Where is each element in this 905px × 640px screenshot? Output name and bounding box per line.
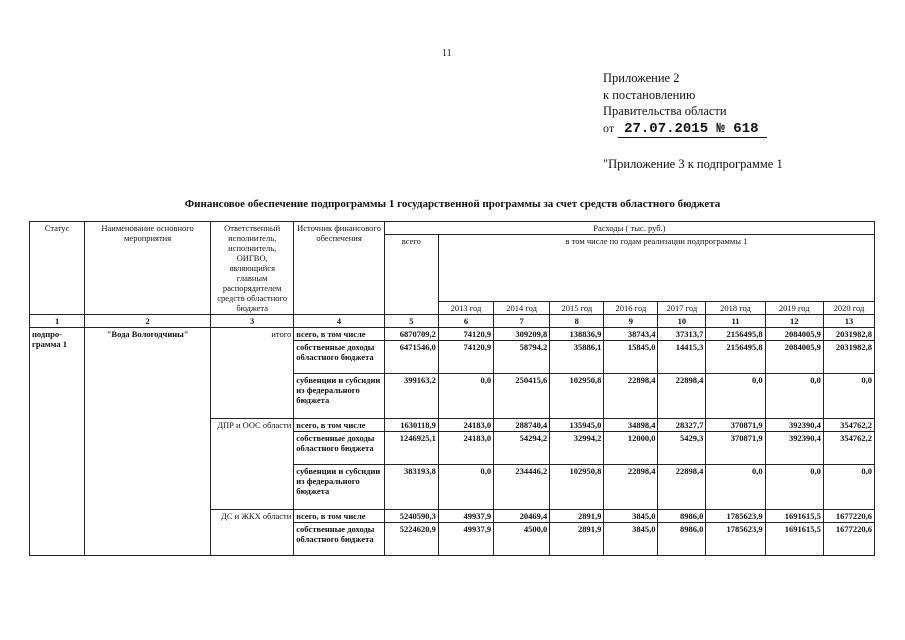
value-cell: 49937,9 — [438, 510, 493, 523]
header-year: 2018 год — [706, 302, 765, 315]
approval-date-line — [603, 120, 767, 139]
source-cell: собственные доходы областного бюджета — [294, 523, 385, 556]
value-cell: 0,0 — [823, 374, 874, 419]
header-year: 2016 год — [604, 302, 658, 315]
page-number: 11 — [442, 48, 452, 59]
source-cell: собственные доходы областного бюджета — [294, 341, 385, 374]
column-number: 5 — [384, 315, 438, 328]
value-cell: 392390,4 — [765, 432, 823, 465]
header-year: 2013 год — [438, 302, 493, 315]
header-year: 2017 год — [658, 302, 706, 315]
executor-cell: ДС и ЖКХ области — [211, 510, 294, 556]
value-cell: 24183,0 — [438, 419, 493, 432]
header-year: 2014 год — [494, 302, 550, 315]
header-year: 2020 год — [823, 302, 874, 315]
value-cell: 2084005,9 — [765, 328, 823, 341]
value-cell: 288740,4 — [494, 419, 550, 432]
column-number: 13 — [823, 315, 874, 328]
value-cell: 35886,1 — [550, 341, 604, 374]
approval-block — [603, 70, 767, 138]
value-cell: 34898,4 — [604, 419, 658, 432]
value-cell: 5240590,3 — [384, 510, 438, 523]
header-expenses: Расходы ( тыс. руб.) — [384, 222, 874, 235]
value-cell: 0,0 — [765, 465, 823, 510]
value-cell: 15845,0 — [604, 341, 658, 374]
value-cell: 22898,4 — [658, 465, 706, 510]
value-cell: 14415,3 — [658, 341, 706, 374]
value-cell: 1691615,5 — [765, 523, 823, 556]
header-year: 2019 год — [765, 302, 823, 315]
header-total: всего — [384, 235, 438, 315]
value-cell: 3845,0 — [604, 510, 658, 523]
source-cell: субвенции и субсидии из федерального бюджета — [294, 465, 385, 510]
value-cell: 2156495,8 — [706, 328, 765, 341]
value-cell: 58794,2 — [494, 341, 550, 374]
value-cell: 2891,9 — [550, 510, 604, 523]
value-cell: 22898,4 — [658, 374, 706, 419]
value-cell: 370871,9 — [706, 432, 765, 465]
column-number: 8 — [550, 315, 604, 328]
value-cell: 12000,0 — [604, 432, 658, 465]
value-cell: 135945,0 — [550, 419, 604, 432]
value-cell: 74120,9 — [438, 341, 493, 374]
value-cell: 250415,6 — [494, 374, 550, 419]
value-cell: 102950,8 — [550, 465, 604, 510]
value-cell: 1785623,9 — [706, 510, 765, 523]
table-body — [30, 222, 875, 556]
header-source: Источник финансового обеспечения — [294, 222, 385, 315]
value-cell: 1677220,6 — [823, 510, 874, 523]
column-number: 11 — [706, 315, 765, 328]
value-cell: 0,0 — [438, 374, 493, 419]
column-number: 2 — [85, 315, 211, 328]
value-cell: 2891,9 — [550, 523, 604, 556]
value-cell: 234446,2 — [494, 465, 550, 510]
value-cell: 2084005,9 — [765, 341, 823, 374]
value-cell: 383193,8 — [384, 465, 438, 510]
document-title: Финансовое обеспечение подпрограммы 1 государственной программы за счет средств областного бюджета — [184, 198, 721, 210]
value-cell: 6870709,2 — [384, 328, 438, 341]
header-row-1 — [30, 222, 875, 235]
value-cell: 20469,4 — [494, 510, 550, 523]
column-number: 6 — [438, 315, 493, 328]
approval-line-1: Приложение 2 — [603, 71, 680, 85]
column-number: 12 — [765, 315, 823, 328]
table-row — [30, 328, 875, 341]
column-number: 3 — [211, 315, 294, 328]
source-cell: всего, в том числе — [294, 328, 385, 341]
approval-line-3: Правительства области — [603, 104, 727, 118]
header-status: Статус — [30, 222, 85, 315]
value-cell: 1785623,9 — [706, 523, 765, 556]
value-cell: 4500,0 — [494, 523, 550, 556]
header-executor: Ответственный исполнитель, исполнитель, ОИГВО, являющийся главным распорядителем средств областного бюджета — [211, 222, 294, 315]
value-cell: 102950,8 — [550, 374, 604, 419]
value-cell: 38743,4 — [604, 328, 658, 341]
value-cell: 74120,9 — [438, 328, 493, 341]
value-cell: 5429,3 — [658, 432, 706, 465]
date-prefix: от — [603, 120, 615, 135]
source-cell: собственные доходы областного бюджета — [294, 432, 385, 465]
executor-cell: ДПР и ООС области — [211, 419, 294, 510]
column-number-row — [30, 315, 875, 328]
value-cell: 370871,9 — [706, 419, 765, 432]
executor-cell: итого — [211, 328, 294, 419]
value-cell: 22898,4 — [604, 465, 658, 510]
column-number: 1 — [30, 315, 85, 328]
source-cell: всего, в том числе — [294, 510, 385, 523]
value-cell: 1691615,5 — [765, 510, 823, 523]
header-year: 2015 год — [550, 302, 604, 315]
value-cell: 37313,7 — [658, 328, 706, 341]
value-cell: 0,0 — [823, 465, 874, 510]
header-event: Наименование основного мероприятия — [85, 222, 211, 315]
value-cell: 138836,9 — [550, 328, 604, 341]
financing-table — [29, 221, 875, 556]
date-number: 27.07.2015 № 618 — [618, 121, 766, 139]
column-number: 9 — [604, 315, 658, 328]
value-cell: 32994,2 — [550, 432, 604, 465]
value-cell: 6471546,0 — [384, 341, 438, 374]
value-cell: 5224620,9 — [384, 523, 438, 556]
header-by-years: в том числе по годам реализации подпрограммы 1 — [438, 235, 874, 302]
value-cell: 8986,0 — [658, 510, 706, 523]
value-cell: 2031982,8 — [823, 341, 874, 374]
value-cell: 392390,4 — [765, 419, 823, 432]
value-cell: 354762,2 — [823, 419, 874, 432]
value-cell: 22898,4 — [604, 374, 658, 419]
value-cell: 3845,0 — [604, 523, 658, 556]
annex-label: "Приложение 3 к подпрограмме 1 — [603, 157, 783, 171]
source-cell: всего, в том числе — [294, 419, 385, 432]
column-number: 10 — [658, 315, 706, 328]
value-cell: 49937,9 — [438, 523, 493, 556]
value-cell: 8986,0 — [658, 523, 706, 556]
value-cell: 0,0 — [438, 465, 493, 510]
value-cell: 1630118,9 — [384, 419, 438, 432]
value-cell: 2156495,8 — [706, 341, 765, 374]
status-cell: подпро-грамма 1 — [30, 328, 85, 556]
event-cell: "Вода Вологодчины" — [85, 328, 211, 556]
value-cell: 0,0 — [706, 374, 765, 419]
value-cell: 399163,2 — [384, 374, 438, 419]
value-cell: 309209,8 — [494, 328, 550, 341]
value-cell: 28327,7 — [658, 419, 706, 432]
value-cell: 354762,2 — [823, 432, 874, 465]
value-cell: 2031982,8 — [823, 328, 874, 341]
value-cell: 0,0 — [706, 465, 765, 510]
column-number: 4 — [294, 315, 385, 328]
approval-line-2: к постановлению — [603, 87, 696, 102]
column-number: 7 — [494, 315, 550, 328]
value-cell: 1677220,6 — [823, 523, 874, 556]
value-cell: 54294,2 — [494, 432, 550, 465]
value-cell: 1246925,1 — [384, 432, 438, 465]
value-cell: 24183,0 — [438, 432, 493, 465]
source-cell: субвенции и субсидии из федерального бюджета — [294, 374, 385, 419]
value-cell: 0,0 — [765, 374, 823, 419]
